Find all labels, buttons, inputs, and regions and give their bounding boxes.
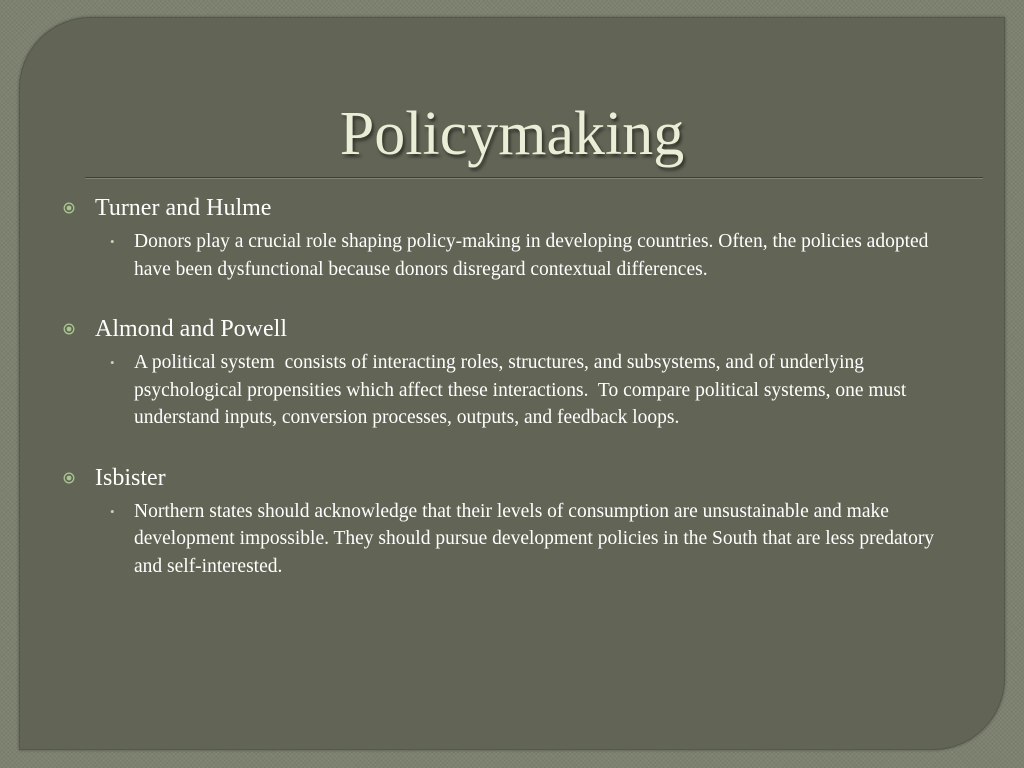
sub-bullet-item (60, 228, 965, 283)
section-heading (60, 460, 965, 496)
sub-bullet-text: Donors play a crucial role shaping policy-making in developing countries. Often, the policies adopted have been dysfunctional because donors disregard contextual differences. (134, 231, 929, 280)
section-turner-and-hulme (60, 190, 965, 283)
sub-bullet-item (60, 349, 965, 432)
slide-title: Policymaking (339, 100, 685, 168)
circled-dot-icon (63, 202, 75, 214)
bullet-dot-icon: • (110, 355, 115, 370)
sub-bullet-text: A political system consists of interacting roles, structures, and subsystems, and of underlying psychological propensities which affect these interactions. To compare political systems, one must understand inputs, conversion processes, outputs, and feedback loops. (134, 352, 912, 428)
section-heading-label: Almond and Powell (95, 316, 287, 342)
section-heading (60, 190, 965, 226)
sub-bullet-item (60, 498, 965, 581)
section-almond-and-powell (60, 311, 965, 432)
bullet-dot-icon: • (110, 503, 115, 519)
section-heading (60, 311, 965, 347)
section-heading-label: Isbister (95, 464, 166, 491)
slide-content (60, 190, 965, 608)
title-divider (85, 177, 983, 179)
sub-bullet-text: Northern states should acknowledge that their levels of consumption are unsustainable and make development impossible. They should pursue development policies in the South that are less predatory and self-interested. (134, 500, 935, 577)
circled-dot-icon (63, 323, 75, 335)
section-heading-label: Turner and Hulme (95, 195, 272, 221)
circled-dot-icon (63, 472, 75, 484)
section-isbister (60, 460, 965, 581)
bullet-dot-icon: • (110, 234, 115, 249)
